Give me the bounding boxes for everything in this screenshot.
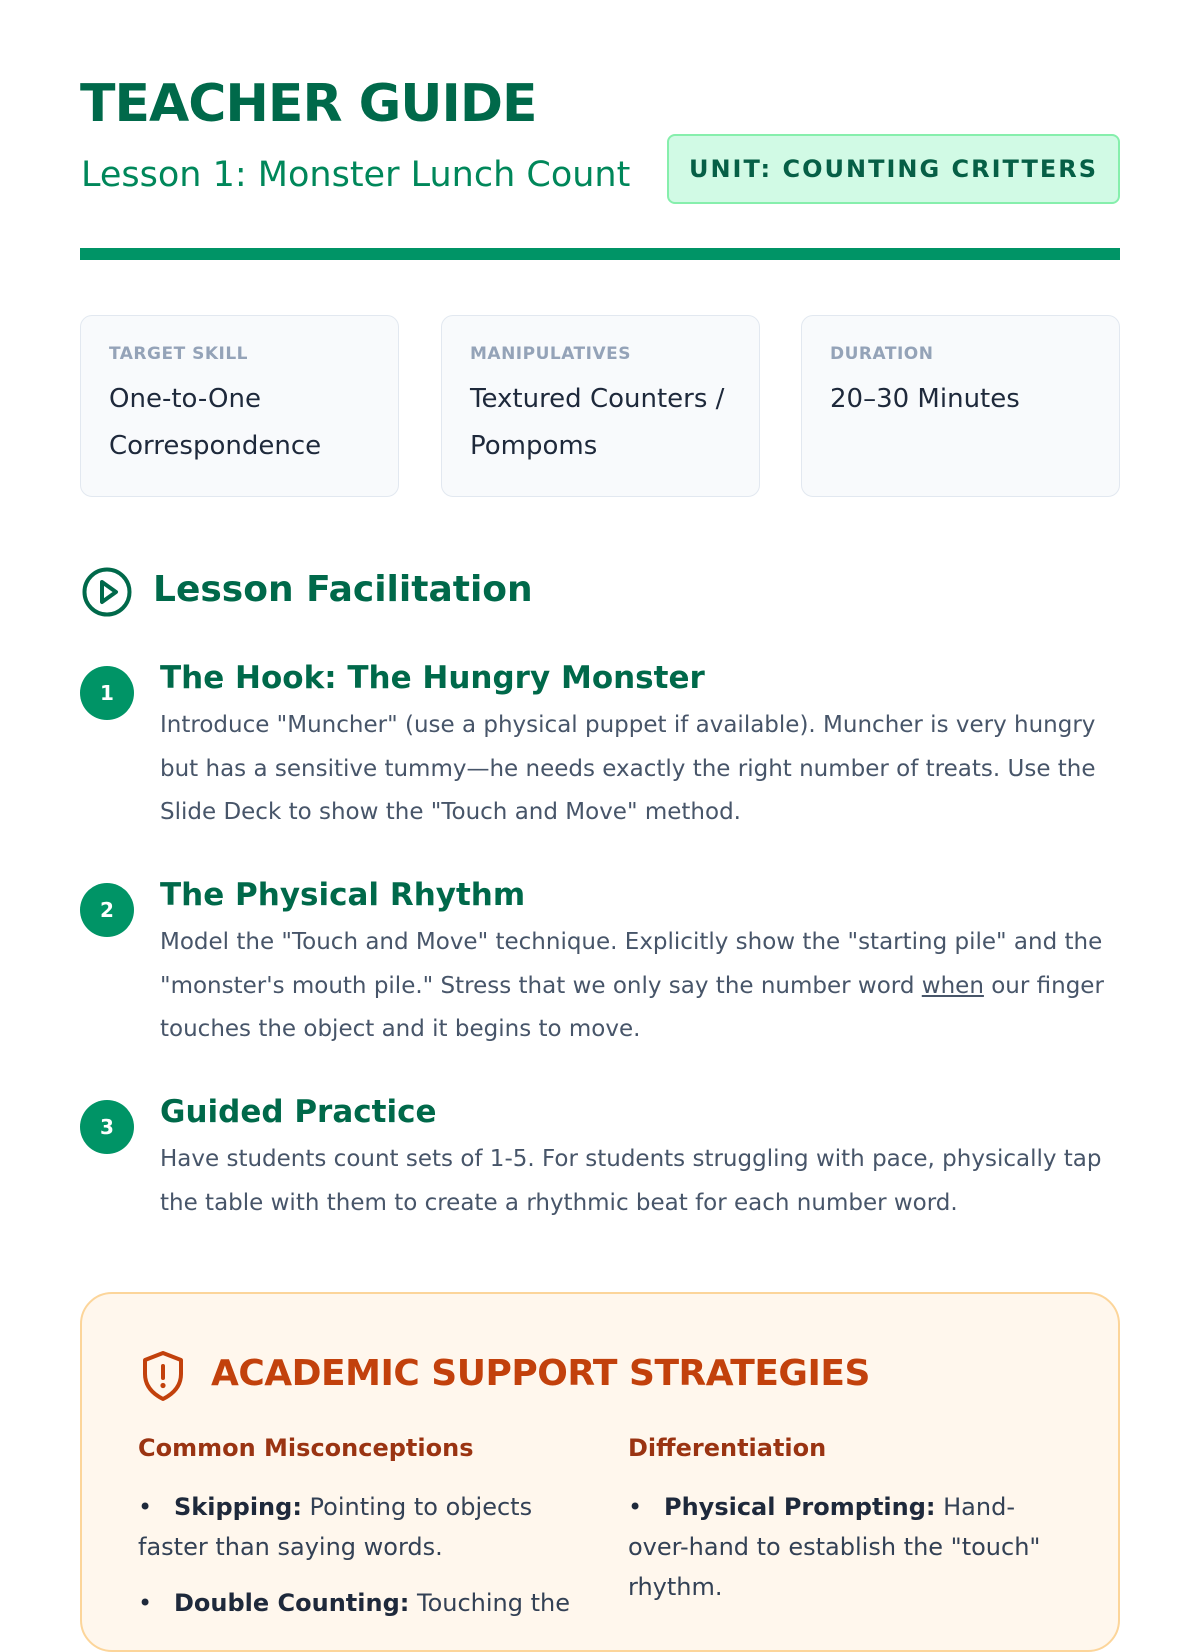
section-title-support: ACADEMIC SUPPORT STRATEGIES	[211, 1353, 870, 1394]
info-card-label: MANIPULATIVES	[470, 344, 631, 364]
list-item-text: Pointing to objects faster than saying words.	[138, 1492, 533, 1561]
list-item-text: Touching the	[409, 1588, 571, 1617]
misconceptions-column	[138, 1434, 578, 1639]
step-number-badge: 2	[80, 883, 134, 937]
list-item	[138, 1583, 578, 1623]
info-card-duration	[801, 315, 1120, 497]
unit-badge: UNIT: COUNTING CRITTERS	[667, 134, 1120, 204]
list-item	[628, 1487, 1068, 1607]
list-item-term: Physical Prompting:	[664, 1492, 936, 1521]
header-divider	[80, 248, 1120, 260]
info-card-label: TARGET SKILL	[109, 344, 249, 364]
list-item-term: Double Counting:	[174, 1588, 410, 1617]
list-item-term: Skipping:	[174, 1492, 302, 1521]
step-description	[160, 921, 1120, 1052]
info-card-manipulatives	[441, 315, 760, 497]
misconceptions-title: Common Misconceptions	[138, 1434, 474, 1462]
misconceptions-list	[138, 1487, 578, 1623]
list-item-text: Hand-over-hand to establish the "touch" rhythm.	[628, 1492, 1041, 1601]
differentiation-title: Differentiation	[628, 1434, 827, 1462]
info-card-value: 20–30 Minutes	[830, 384, 1020, 414]
play-circle-icon	[81, 566, 133, 618]
emphasis-word: when	[921, 972, 984, 999]
differentiation-list	[628, 1487, 1068, 1607]
info-card-label: DURATION	[830, 344, 934, 364]
info-card-value: Textured Counters / Pompoms	[470, 384, 725, 461]
step-title: The Hook: The Hungry Monster	[160, 660, 705, 696]
info-card-value: One-to-One Correspondence	[109, 384, 322, 461]
info-card-target-skill	[80, 315, 399, 497]
step-description: Have students count sets of 1-5. For students struggling with pace, physically tap the table with them to create a rhythmic beat for each number word.	[160, 1146, 1102, 1216]
lesson-subtitle: Lesson 1: Monster Lunch Count	[81, 155, 631, 195]
differentiation-column	[628, 1434, 1068, 1623]
page-title: TEACHER GUIDE	[80, 74, 537, 134]
step-title: The Physical Rhythm	[160, 877, 526, 913]
step-number-badge: 1	[80, 666, 134, 720]
step-description: Introduce "Muncher" (use a physical puppet if available). Muncher is very hungry but has a sensitive tummy—he needs exactly the right number of treats. Use the Slide Deck to show the "Touch and Move" method.	[160, 712, 1096, 825]
step-number-badge: 3	[80, 1100, 134, 1154]
step-title: Guided Practice	[160, 1094, 437, 1130]
list-item	[138, 1487, 578, 1567]
section-title-facilitation: Lesson Facilitation	[153, 569, 533, 610]
step-description-text: our finger touches the object and it begins to move.	[160, 972, 1104, 1042]
shield-alert-icon	[140, 1350, 186, 1402]
step-description-text: Model the "Touch and Move" technique. Explicitly show the "starting pile" and the "monster's mouth pile." Stress that we only say the number word	[160, 929, 1103, 999]
